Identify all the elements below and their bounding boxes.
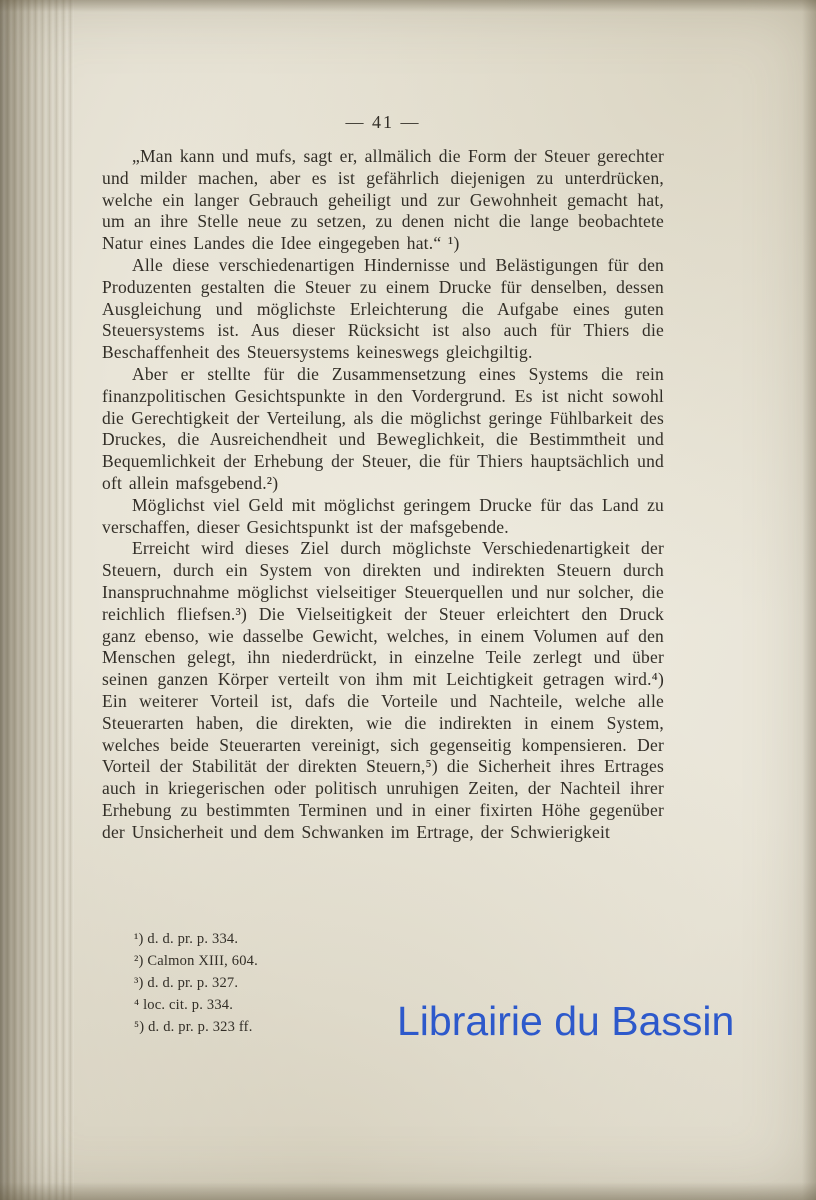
page-number: — 41 — [345, 112, 421, 132]
footnote-4: ⁴ loc. cit. p. 334. [134, 997, 234, 1013]
footnote-1: ¹) d. d. pr. p. 334. [134, 931, 239, 947]
footnote-5: ⁵) d. d. pr. p. 323 ff. [134, 1019, 253, 1035]
paragraph-1: „Man kann und mufs, sagt er, allmälich die Form der Steuer gerechter und milder machen, aber es ist gefährlich diejenigen zu unterdrücken, welche ein langer Gebrauch geheiligt und zur Gewohnheit gemacht hat, um an ihre Stelle neue zu setzen, zu denen nicht die lange beobachtete Natur eines Landes die Idee eingegeben hat.“ ¹) [102, 146, 664, 254]
page-bottom-edge-shadow [0, 1182, 816, 1200]
body-text [102, 146, 664, 844]
page-top-edge-shadow [0, 0, 816, 12]
book-spine-page-edges [0, 0, 74, 1200]
paragraph-3: Aber er stellte für die Zusammensetzung eines Systems die rein finanzpolitischen Gesichtspunkte in den Vordergrund. Es ist nicht sowohl die Gerechtigkeit der Verteilung, als die möglichst geringe Fühlbarkeit des Druckes, die Ausreichendheit und Beweglichkeit, die Bestimmtheit und Bequemlichkeit der Erhebung der Steuer, die für Thiers hauptsächlich und oft allein mafsgebend.²) [102, 363, 664, 493]
footnote-3: ³) d. d. pr. p. 327. [134, 975, 239, 991]
watermark-text: Librairie du Bassin [397, 998, 735, 1044]
paragraph-2: Alle diese verschiedenartigen Hindernisse und Belästigungen für den Produzenten gestalten die Steuer zu einem Drucke für denselben, dessen Ausgleichung und möglichste Erleichterung die Aufgabe eines guten Steuersystems ist. Aus dieser Rücksicht ist also auch für Thiers die Beschaffenheit des Steuersystems keineswegs gleichgiltig. [102, 254, 664, 363]
page-right-edge-shadow [802, 0, 816, 1200]
footnote-2: ²) Calmon XIII, 604. [134, 953, 258, 969]
paragraph-5: Erreicht wird dieses Ziel durch möglichste Verschiedenartigkeit der Steuern, durch ein System von direkten und indirekten Steuern durch Inanspruchnahme möglichst vielseitiger Steuerquellen und nur solcher, die reichlich fliefsen.³) Die Vielseitigkeit der Steuer erleichtert den Druck ganz ebenso, wie dasselbe Gewicht, welches, in einem Volumen auf den Menschen gelegt, ihn niederdrückt, in einzelne Teile zerlegt und über seinen ganzen Körper verteilt von ihm mit Leichtigkeit getragen wird.⁴) Ein weiterer Vorteil ist, dafs die Vorteile und Nachteile, welche alle Steuerarten haben, die direkten, wie die indirekten in einem System, welches beide Steuerarten vereinigt, sich gegenseitig kompensieren. Der Vorteil der Stabilität der direkten Steuern,⁵) die Sicherheit ihres Ertrages auch in kriegerischen oder politisch unruhigen Zeiten, der Nachteil ihrer Erhebung zu bestimmten Terminen und in einer fixirten Höhe gegenüber der Unsicherheit und dem Schwanken im Ertrage, der Schwierigkeit [102, 538, 664, 842]
paragraph-4: Möglichst viel Geld mit möglichst geringem Drucke für das Land zu verschaffen, dieser Gesichtspunkt ist der mafsgebende. [102, 494, 664, 537]
